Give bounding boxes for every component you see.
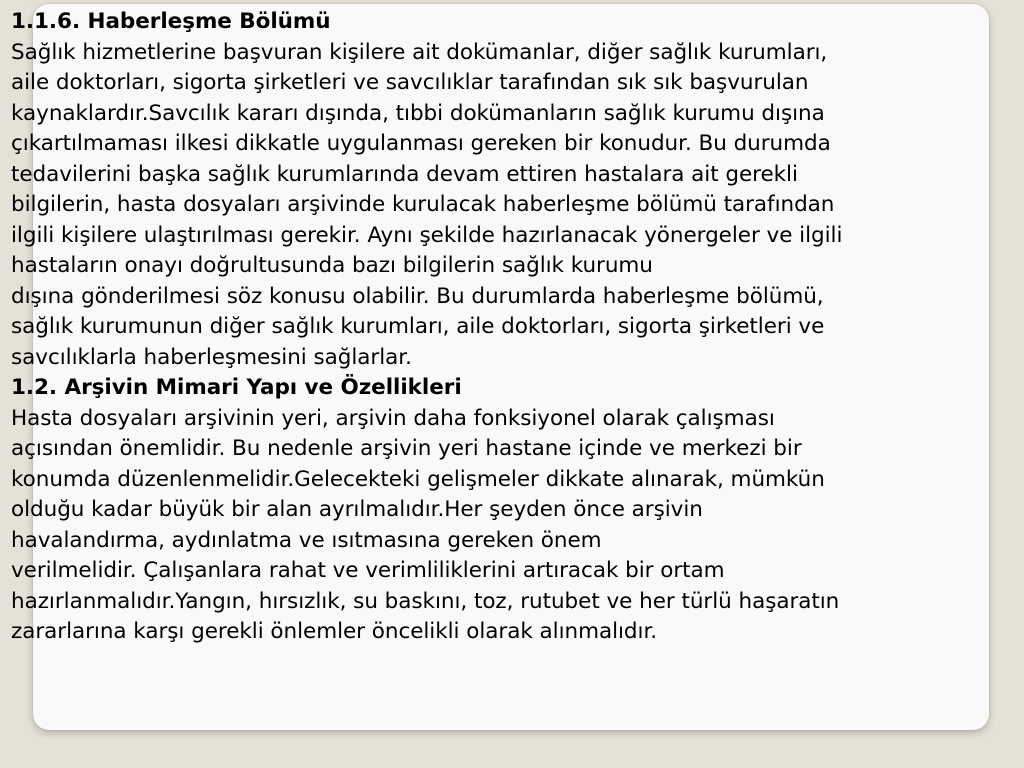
text-line: Hasta dosyaları arşivinin yeri, arşivin daha fonksiyonel olarak çalışması [11,405,775,431]
text-line: tedavilerini başka sağlık kurumlarında devam ettiren hastalara ait gerekli [11,161,798,187]
text-line: havalandırma, aydınlatma ve ısıtmasına gereken önem [11,527,602,553]
section-heading-haberlesme: 1.1.6. Haberleşme Bölümü [11,9,331,34]
text-line: ilgili kişilere ulaştırılması gerekir. Aynı şekilde hazırlanacak yönergeler ve ilgili [11,222,843,248]
text-line: verilmelidir. Çalışanlara rahat ve verimliliklerini artıracak bir ortam [11,558,725,583]
text-line: sağlık kurumunun diğer sağlık kurumları, aile doktorları, sigorta şirketleri ve [11,314,825,339]
text-line: konumda düzenlenmelidir.Gelecekteki gelişmeler dikkate alınarak, mümkün [11,466,825,492]
text-line: zararlarına karşı gerekli önlemler öncelikli olarak alınmalıdır. [11,619,658,644]
section-body-arsiv-mimari [11,404,1021,648]
text-line: Sağlık hizmetlerine başvuran kişilere ait dokümanlar, diğer sağlık kurumları, [11,39,828,65]
text-line: hazırlanmalıdır.Yangın, hırsızlık, su baskını, toz, rutubet ve her türlü haşaratın [11,588,840,614]
section-heading-arsiv-mimari: 1.2. Arşivin Mimari Yapı ve Özellikleri [11,375,462,400]
text-line: dışına gönderilmesi söz konusu olabilir. Bu durumlarda haberleşme bölümü, [11,283,824,309]
text-line: olduğu kadar büyük bir alan ayrılmalıdır.Her şeyden önce arşivin [11,497,703,522]
section-body-haberlesme [11,38,1021,374]
text-line: çıkartılmaması ilkesi dikkatle uygulanması gereken bir konudur. Bu durumda [11,131,831,156]
text-line: kaynaklardır.Savcılık kararı dışında, tıbbi dokümanların sağlık kurumu dışına [11,100,825,126]
text-line: bilgilerin, hasta dosyaları arşivinde kurulacak haberleşme bölümü tarafından [11,192,835,217]
slide-content [11,7,1021,648]
text-line: hastaların onayı doğrultusunda bazı bilgilerin sağlık kurumu [11,253,653,278]
text-line: açısından önemlidir. Bu nedenle arşivin yeri hastane içinde ve merkezi bir [11,436,802,461]
text-line: aile doktorları, sigorta şirketleri ve savcılıklar tarafından sık sık başvurulan [11,70,809,95]
text-line: savcılıklarla haberleşmesini sağlarlar. [11,344,412,370]
